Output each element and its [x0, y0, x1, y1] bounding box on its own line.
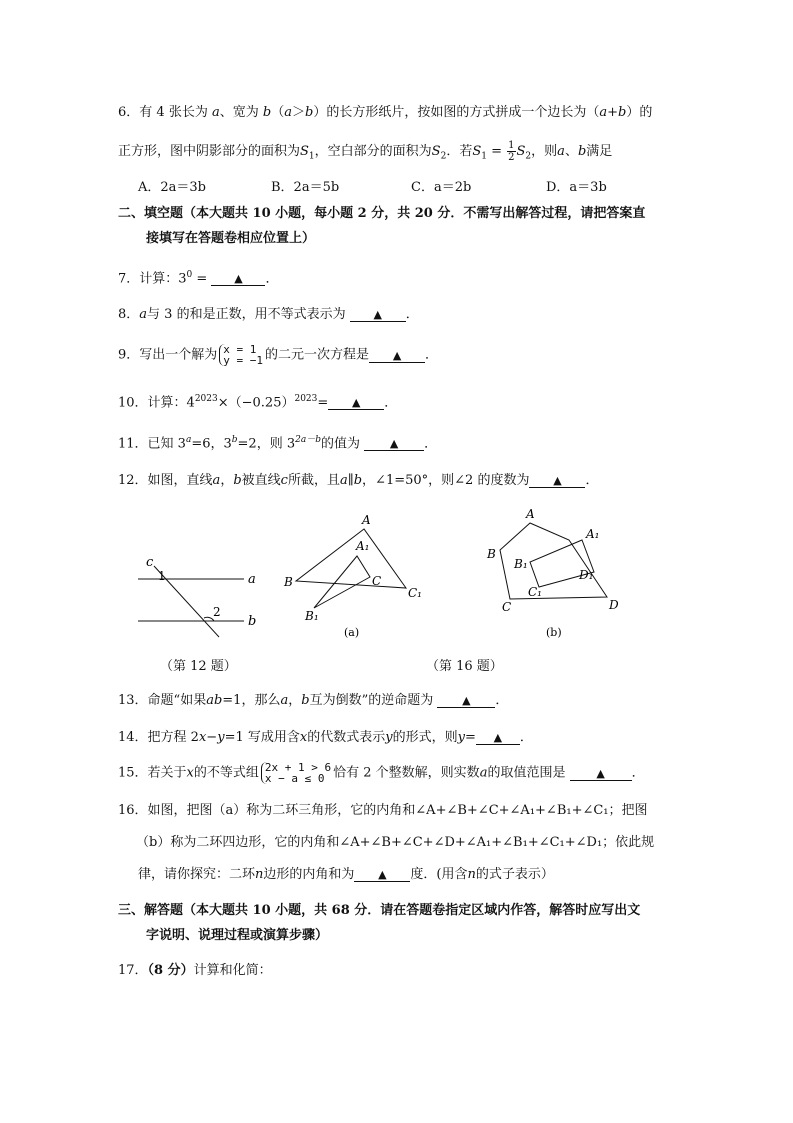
- q6-option-a: A．2a＝3b: [138, 180, 207, 195]
- q6-line-2: 正方形，图中阴影部分的面积为$S_1$，空白部分的面积为$S_2$．若$S_1$ = $\frac{1}{2}$ $S_2$，则a、b满足: [118, 140, 613, 163]
- figure-16-caption: （第 16 题）: [426, 659, 503, 674]
- label-angle-2: 2: [213, 605, 221, 619]
- inequality-system: 2x + 1 > 6 x − a ≤ 0: [261, 762, 331, 784]
- q6-option-b: B．2a＝5b: [271, 180, 340, 195]
- q17: 17．（8 分）计算和化简：: [118, 963, 272, 978]
- answer-blank[interactable]: ▲: [354, 866, 410, 882]
- figure-16a: [283, 513, 422, 639]
- q6-option-c: C．a＝2b: [411, 180, 472, 195]
- figures: [0, 500, 793, 650]
- figure-12: [138, 555, 256, 637]
- equation-system: x = 1 y = −1: [219, 344, 263, 366]
- q6-line-1: 6．有 4 张长为 a、宽为 b（a＞b）的长方形纸片，按如图的方式拼成一个边长为（a+b）的: [118, 105, 653, 120]
- figure-16b: [486, 507, 619, 639]
- q16-line-1: 16．如图，把图（a）称为二环三角形，它的内角和∠A+∠B+∠C+∠A₁+∠B₁+∠C₁；把图: [118, 803, 648, 818]
- label-A1: A₁: [586, 527, 600, 541]
- triangle-a1b1c1: [314, 556, 370, 608]
- answer-blank[interactable]: ▲: [437, 692, 495, 708]
- section-3-title: 三、解答题（本大题共 10 小题，共 68 分．请在答题卷指定区域内作答，解答时应写出文: [118, 903, 641, 918]
- answer-blank[interactable]: ▲: [364, 435, 424, 451]
- label-C: C: [502, 600, 512, 614]
- figure-12-caption: （第 12 题）: [160, 659, 237, 674]
- answer-blank[interactable]: ▲: [570, 765, 632, 781]
- label-fig-b: (b): [546, 626, 562, 639]
- label-C: C: [372, 574, 382, 588]
- answer-blank[interactable]: ▲: [476, 729, 520, 745]
- triangle-abc: [296, 529, 406, 588]
- answer-blank[interactable]: ▲: [211, 270, 265, 286]
- section-2-title: 二、填空题（本大题共 10 小题，每小题 2 分，共 20 分．不需写出解答过程，请把答案直: [118, 206, 646, 221]
- fraction-one-half: $\frac{1}{2}$: [508, 140, 515, 163]
- q16-line-3: 律，请你探究：二环n边形的内角和为 ▲ 度．(用含n的式子表示）: [138, 867, 554, 882]
- label-angle-1: 1: [158, 569, 166, 583]
- section-3-title-cont: 字说明、说理过程或演算步骤）: [146, 928, 329, 943]
- label-B1: B₁: [514, 557, 528, 571]
- answer-blank[interactable]: ▲: [328, 394, 384, 410]
- label-C1: C₁: [528, 585, 542, 599]
- label-C1: C₁: [408, 586, 422, 600]
- q7: 7．计算：$3^0$ = ▲ ．: [118, 270, 279, 287]
- label-a: a: [248, 572, 256, 587]
- q13: 13．命题“如果ab=1，那么a，b互为倒数”的逆命题为 ▲ ．: [118, 693, 509, 708]
- q8: 8．a与 3 的和是正数，用不等式表示为 ▲ ．: [118, 307, 419, 322]
- label-B: B: [284, 575, 293, 589]
- answer-blank[interactable]: ▲: [350, 306, 406, 322]
- label-A: A: [362, 513, 371, 527]
- label-A: A: [526, 507, 535, 521]
- q14: 14．把方程 2x−y=1 写成用含x的代数式表示y的形式，则y= ▲ ．: [118, 730, 533, 745]
- q15: 15．若关于x的不等式组 2x + 1 > 6 x − a ≤ 0 恰有 2 个整数解，则实数a的取值范围是 ▲ ．: [118, 761, 645, 785]
- label-fig-a: (a): [344, 626, 360, 639]
- label-b: b: [248, 614, 257, 629]
- q6-option-d: D．a＝3b: [546, 180, 607, 195]
- label-D: D: [609, 598, 619, 612]
- label-D1: D₁: [579, 568, 594, 582]
- q10: 10．计算：$4^{2023}\times(-0.25)^{2023}=$ ▲ ．: [118, 394, 398, 411]
- label-c: c: [146, 555, 154, 570]
- answer-blank[interactable]: ▲: [369, 347, 425, 363]
- answer-blank[interactable]: ▲: [529, 472, 585, 488]
- label-B: B: [487, 547, 496, 561]
- q12: 12．如图，直线a，b被直线c所截，且a∥b，∠1=50°，则∠2 的度数为 ▲ ．: [118, 473, 599, 488]
- q9: 9．写出一个解为 x = 1 y = −1 的二元一次方程是 ▲ ．: [118, 343, 439, 367]
- label-A1: A₁: [356, 539, 370, 553]
- section-2-title-cont: 接填写在答题卷相应位置上）: [146, 231, 316, 246]
- q11: 11．已知 $3^a=6$，$3^b=2$，则 $3^{2a-b}$的值为 ▲ ．: [118, 435, 438, 452]
- label-B1: B₁: [305, 609, 319, 623]
- q16-line-2: （b）称为二环四边形，它的内角和∠A+∠B+∠C+∠D+∠A₁+∠B₁+∠C₁+∠D₁；依此规: [136, 835, 655, 850]
